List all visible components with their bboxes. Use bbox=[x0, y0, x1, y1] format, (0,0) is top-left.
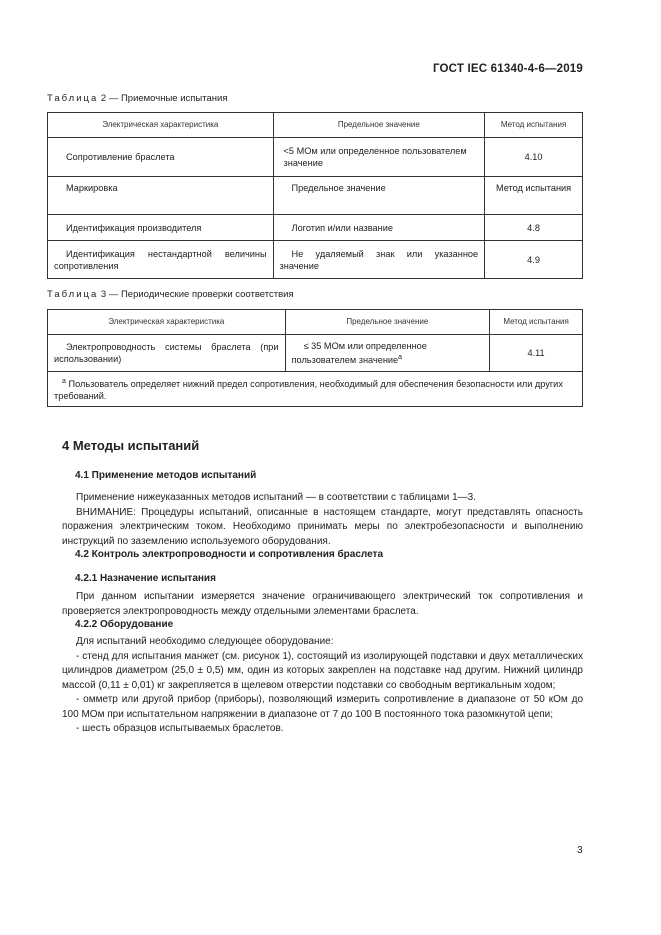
list-item: - шесть образцов испытываемых браслетов. bbox=[76, 723, 284, 734]
table2-cell-method: 4.8 bbox=[485, 215, 583, 241]
table2-cell-char: Идентификация нестандартной величины сопротивления bbox=[48, 241, 274, 279]
paragraph: Для испытаний необходимо следующее оборудование: bbox=[76, 636, 334, 647]
list-item: - стенд для испытания манжет (см. рисунок 1), состоящий из изолирующей подставки и двух металлических цилиндров диаметром (25,0 ± 0,5) мм, один из которых закреплен на подставке над другим. Нижний цилиндр массой (0,11 ± 0,01) кг закрепляется в щелевом отверстии подставки со свободным вертикальным ходом; bbox=[62, 650, 583, 691]
table2-cell-limit: <5 МОм или определенное пользователем значение bbox=[273, 138, 485, 177]
table2-cell-method: 4.10 bbox=[485, 138, 583, 177]
table-row bbox=[48, 335, 583, 372]
table2-header-row bbox=[48, 113, 583, 138]
table2-header-char: Электрическая характеристика bbox=[48, 113, 274, 138]
table3-footnote bbox=[48, 372, 583, 407]
table3-cell-limit-text: ≤ 35 МОм или определенное пользователем значение bbox=[291, 340, 427, 366]
paragraph: Применение нижеуказанных методов испытаний — в соответствии с таблицами 1—3. bbox=[76, 492, 476, 503]
table3-header-limit: Предельное значение bbox=[285, 310, 490, 335]
standard-header: ГОСТ IEC 61340-4-6—2019 bbox=[432, 63, 583, 75]
table2-header-limit: Предельное значение bbox=[273, 113, 485, 138]
table2-cell-limit: Логотип и/или название bbox=[273, 215, 485, 241]
table3-caption bbox=[47, 289, 294, 300]
table2-caption bbox=[47, 93, 227, 104]
table2-header-method: Метод испытания bbox=[485, 113, 583, 138]
table2-cell-char: Маркировка bbox=[48, 177, 274, 215]
page-number: 3 bbox=[577, 845, 583, 856]
table3-caption-text: 3 — Периодические проверки соответствия bbox=[100, 289, 294, 300]
table-row bbox=[48, 177, 583, 215]
table3-cell-limit bbox=[285, 335, 490, 372]
footnote-ref: а bbox=[398, 353, 403, 361]
subsection-4-2-2-body bbox=[62, 635, 583, 737]
table2-caption-word: Таблица bbox=[47, 93, 99, 104]
paragraph: При данном испытании измеряется значение ограничивающего электрический ток сопротивления и проверяется электропроводность между отдельными элементами браслета. bbox=[62, 591, 583, 617]
table3-cell-char: Электропроводность системы браслета (при использовании) bbox=[48, 335, 286, 372]
section-title: 4 Методы испытаний bbox=[62, 438, 200, 453]
table2-caption-text: 2 — Приемочные испытания bbox=[100, 93, 228, 104]
table2-cell-char: Идентификация производителя bbox=[48, 215, 274, 241]
footnote-mark: а bbox=[62, 378, 66, 385]
table3 bbox=[47, 309, 583, 407]
table3-caption-word: Таблица bbox=[47, 289, 99, 300]
footnote-text: Пользователь определяет нижний предел сопротивления, необходимый для обеспечения безопасности или других требований. bbox=[54, 379, 563, 402]
table-row bbox=[48, 241, 583, 279]
table2-cell-char: Сопротивление браслета bbox=[48, 138, 274, 177]
table2-cell-method: Метод испытания bbox=[485, 177, 583, 215]
table3-footnote-row bbox=[48, 372, 583, 407]
warning-paragraph: ВНИМАНИЕ: Процедуры испытаний, описанные в настоящем стандарте, могут представлять опасность поражения электрическим током. Необходимо принимать меры по электробезопасности и выполнению инструкций по заземлению используемого оборудования. bbox=[62, 506, 583, 547]
table3-header-method: Метод испытания bbox=[490, 310, 583, 335]
subsection-4-2-title: 4.2 Контроль электропроводности и сопротивления браслета bbox=[75, 549, 384, 560]
subsection-4-1-body bbox=[62, 491, 583, 549]
table2-cell-method: 4.9 bbox=[485, 241, 583, 279]
table2-cell-limit: Не удаляемый знак или указанное значение bbox=[273, 241, 485, 279]
subsection-4-2-1-body bbox=[62, 590, 583, 619]
table3-header-row bbox=[48, 310, 583, 335]
table3-cell-method: 4.11 bbox=[490, 335, 583, 372]
table-row bbox=[48, 215, 583, 241]
subsection-4-2-2-title: 4.2.2 Оборудование bbox=[75, 619, 174, 630]
subsection-4-2-1-title: 4.2.1 Назначение испытания bbox=[75, 573, 216, 584]
table3-header-char: Электрическая характеристика bbox=[48, 310, 286, 335]
table2 bbox=[47, 112, 583, 279]
table-row bbox=[48, 138, 583, 177]
table2-cell-limit: Предельное значение bbox=[273, 177, 485, 215]
subsection-4-1-title: 4.1 Применение методов испытаний bbox=[75, 470, 257, 481]
list-item: - омметр или другой прибор (приборы), позволяющий измерить сопротивление в диапазоне от 50 кОм до 100 МОм при испытательном напряжении в диапазоне от 7 до 100 В постоянного тока разомкнутой цепи; bbox=[62, 694, 583, 720]
